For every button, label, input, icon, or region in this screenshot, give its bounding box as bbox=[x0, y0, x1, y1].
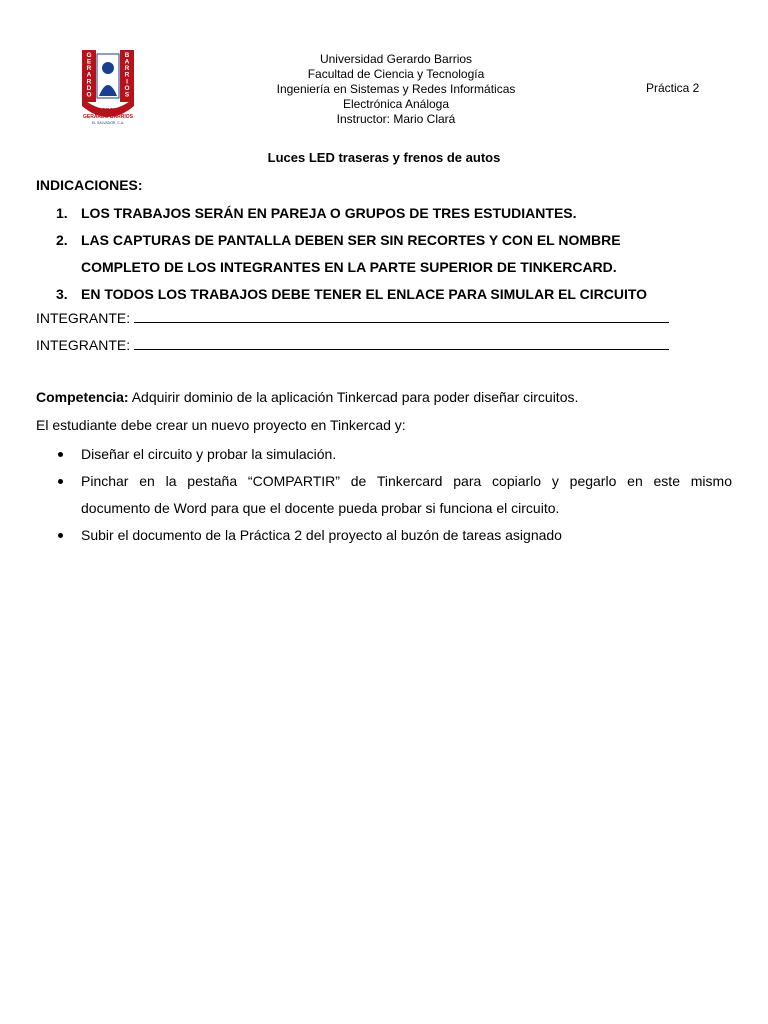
integrante-line-1 bbox=[36, 309, 669, 327]
list-number: 1. bbox=[56, 205, 68, 221]
list-item bbox=[36, 441, 732, 468]
logo-letter: D bbox=[86, 84, 92, 92]
list-item bbox=[36, 227, 732, 281]
logo-letter: B bbox=[124, 52, 130, 59]
logo-letter: E bbox=[86, 58, 92, 66]
header-instructor: Instructor: Mario Clará bbox=[336, 112, 456, 126]
competencia-text: Adquirir dominio de la aplicación Tinkercad para poder diseñar circuitos. bbox=[128, 389, 579, 405]
list-item-text: LOS TRABAJOS SERÁN EN PAREJA O GRUPOS DE TRES ESTUDIANTES. bbox=[81, 205, 577, 221]
document-title: Luces LED traseras y frenos de autos bbox=[267, 150, 501, 165]
logo-letter: R bbox=[124, 71, 130, 79]
task-list bbox=[36, 441, 732, 549]
logo-letter: O bbox=[86, 91, 92, 99]
competencia-paragraph bbox=[36, 388, 732, 406]
list-item-text: EN TODOS LOS TRABAJOS DEBE TENER EL ENLACE PARA SIMULAR EL CIRCUITO bbox=[81, 286, 648, 302]
header-university: Universidad Gerardo Barrios bbox=[319, 52, 473, 66]
integrante-line-2 bbox=[36, 336, 669, 354]
indicaciones-list bbox=[36, 200, 732, 308]
logo-letter: R bbox=[86, 65, 92, 73]
logo-letter: A bbox=[124, 58, 130, 66]
practice-number: Práctica 2 bbox=[646, 81, 700, 95]
logo-caption-line3: EL SALVADOR, C.A. bbox=[91, 121, 125, 125]
header-career: Ingeniería en Sistemas y Redes Informáticas bbox=[276, 82, 516, 96]
logo-letter: A bbox=[86, 71, 92, 79]
bullet-icon bbox=[58, 533, 63, 538]
logo-letter: R bbox=[86, 78, 92, 86]
logo-caption-line1: UNIVERSIDAD bbox=[90, 108, 126, 114]
header-subject: Electrónica Análoga bbox=[342, 97, 450, 111]
logo-caption bbox=[70, 108, 146, 126]
list-item-text: Subir el documento de la Práctica 2 del proyecto al buzón de tareas asignado bbox=[81, 527, 562, 543]
logo-letter: S bbox=[124, 91, 130, 99]
integrante-label: INTEGRANTE: bbox=[36, 310, 131, 326]
list-item-text: COMPLETO DE LOS INTEGRANTES EN LA PARTE SUPERIOR DE TINKERCARD. bbox=[81, 259, 617, 275]
bullet-icon bbox=[58, 452, 63, 457]
list-item-text: Pinchar en la pestaña “COMPARTIR” de Tinkercard para copiarlo y pegarlo en este mismo bbox=[81, 473, 732, 489]
integrante-blank-field[interactable] bbox=[134, 309, 669, 323]
logo-letter: G bbox=[86, 52, 92, 59]
integrante-blank-field[interactable] bbox=[134, 336, 669, 350]
competencia-label: Competencia: bbox=[36, 389, 129, 405]
integrante-label: INTEGRANTE: bbox=[36, 337, 131, 353]
list-item bbox=[36, 281, 732, 308]
document-header bbox=[240, 52, 552, 127]
logo-letter: R bbox=[124, 65, 130, 73]
header-faculty: Facultad de Ciencia y Tecnología bbox=[307, 67, 485, 81]
intro-paragraph: El estudiante debe crear un nuevo proyecto en Tinkercad y: bbox=[36, 417, 406, 433]
list-item bbox=[36, 522, 732, 549]
bullet-icon bbox=[58, 479, 63, 484]
list-number: 3. bbox=[56, 286, 68, 302]
list-item bbox=[36, 200, 732, 227]
list-item-text: documento de Word para que el docente pueda probar si funciona el circuito. bbox=[81, 500, 560, 516]
indicaciones-label: INDICACIONES: bbox=[36, 177, 143, 193]
logo-letter: O bbox=[124, 84, 130, 92]
list-number: 2. bbox=[56, 232, 68, 248]
list-item-text: Diseñar el circuito y probar la simulación. bbox=[81, 446, 337, 462]
logo-letter: I bbox=[126, 78, 128, 86]
list-item bbox=[36, 468, 732, 522]
logo-caption-line2: GERARDO BARRIOS bbox=[82, 114, 133, 120]
list-item-text: LAS CAPTURAS DE PANTALLA DEBEN SER SIN RECORTES Y CON EL NOMBRE bbox=[81, 232, 621, 248]
